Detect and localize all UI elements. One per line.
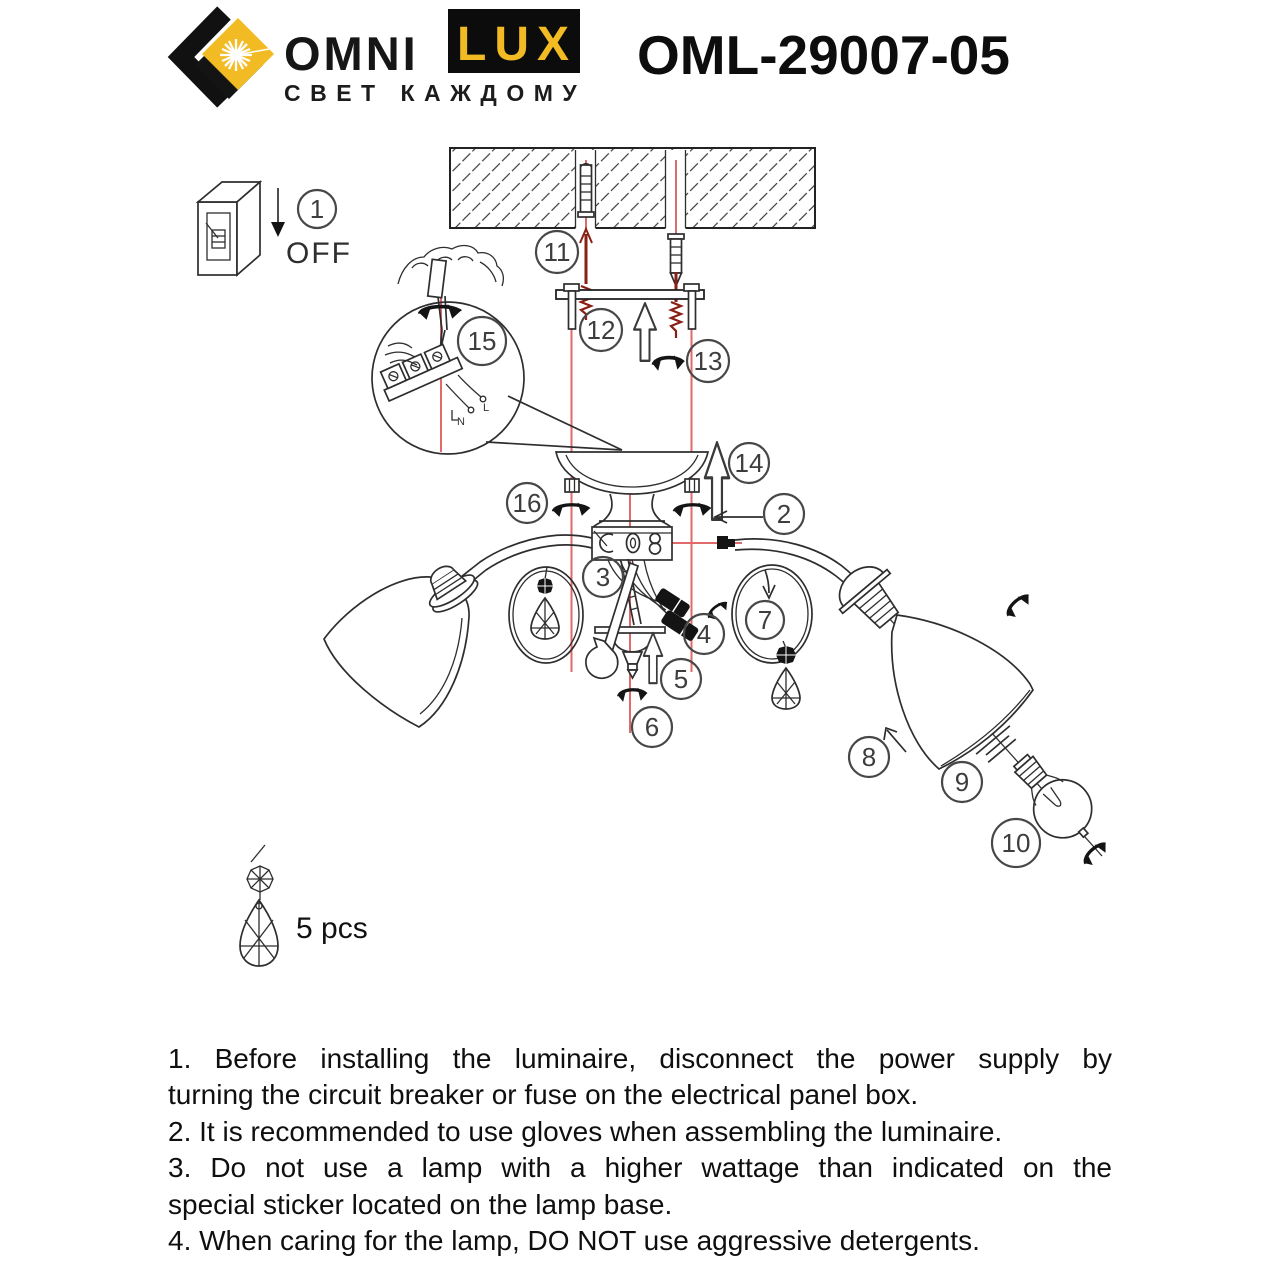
decorative-nut-right (685, 479, 699, 492)
right-shade (892, 615, 1033, 769)
model-number: OML-29007-05 (637, 24, 1010, 86)
svg-text:5: 5 (673, 664, 689, 694)
callout-6 (632, 707, 672, 747)
svg-text:8: 8 (861, 742, 877, 772)
callout-3 (583, 557, 623, 597)
callout-14 (729, 443, 769, 483)
callout-9 (942, 762, 982, 802)
mounting-screw-left (580, 229, 592, 320)
instruction-line: turning the circuit breaker or fuse on the electrical panel box. (168, 1079, 919, 1111)
svg-text:13: 13 (693, 346, 723, 376)
svg-text:7: 7 (757, 605, 773, 635)
callout-5 (661, 659, 701, 699)
callout-13 (687, 340, 729, 382)
hang-arrow-icon (763, 570, 775, 598)
brand-name-lux: LUX (457, 18, 577, 71)
terminal-block (377, 341, 462, 401)
lift-arrow-icon (634, 303, 656, 361)
decorative-nut-left (565, 479, 579, 492)
svg-text:9: 9 (954, 767, 970, 797)
right-crystal-pendant (772, 641, 800, 709)
svg-text:1: 1 (309, 194, 325, 224)
wire-l-label: L (482, 402, 490, 414)
off-label: OFF (286, 237, 352, 270)
brand-name: OMNI (284, 27, 419, 80)
svg-text:11: 11 (543, 237, 571, 267)
rotate-arrow-icon (653, 355, 683, 371)
svg-text:15: 15 (467, 326, 497, 356)
callout-8 (849, 737, 889, 777)
svg-text:6: 6 (644, 712, 660, 742)
brand-tagline: СВЕТ КАЖДОМУ (284, 80, 587, 106)
crystal-legend (240, 845, 278, 966)
callout-2 (764, 494, 804, 534)
instruction-line: special sticker located on the lamp base. (168, 1188, 673, 1220)
breaker-switch (198, 182, 260, 275)
instruction-line: 3. Do not use a lamp with a higher wattage than indicated on the (168, 1152, 1112, 1184)
svg-text:16: 16 (512, 488, 542, 518)
chandelier-body (592, 527, 672, 560)
wire-n-label: N (457, 416, 465, 428)
instruction-line: 2. It is recommended to use gloves when assembling the luminaire. (168, 1115, 1003, 1147)
svg-text:10: 10 (1001, 828, 1031, 858)
callout-11 (536, 231, 578, 273)
left-shade (324, 555, 482, 727)
callout-12 (580, 309, 622, 351)
svg-text:2: 2 (776, 499, 792, 529)
lift-arrow-icon (644, 633, 663, 683)
callout-10 (992, 819, 1040, 867)
instruction-line: 1. Before installing the luminaire, disconnect the power supply by (168, 1043, 1112, 1074)
brand-logo (181, 9, 586, 106)
wall-anchor-left (578, 164, 594, 218)
callout-15 (458, 317, 506, 365)
ceiling (450, 148, 815, 230)
svg-text:4: 4 (696, 619, 712, 649)
svg-text:3: 3 (595, 562, 611, 592)
callout-1 (298, 190, 336, 228)
pcs-label: 5 pcs (296, 912, 368, 945)
hand-sketch (398, 246, 503, 286)
finial (623, 652, 642, 678)
callout-7 (746, 601, 784, 639)
instruction-line: 4. When caring for the lamp, DO NOT use aggressive detergents. (168, 1225, 980, 1257)
svg-text:12: 12 (586, 315, 616, 345)
left-crystal-pendant (531, 578, 559, 639)
switch-down-arrow-icon (271, 188, 285, 237)
installation-instructions (168, 1041, 1112, 1259)
arm-pin (717, 536, 735, 549)
svg-text:14: 14 (734, 448, 764, 478)
mounting-screw-right (671, 272, 681, 338)
callout-16 (507, 483, 547, 523)
insert-arrow-icon (715, 511, 763, 523)
